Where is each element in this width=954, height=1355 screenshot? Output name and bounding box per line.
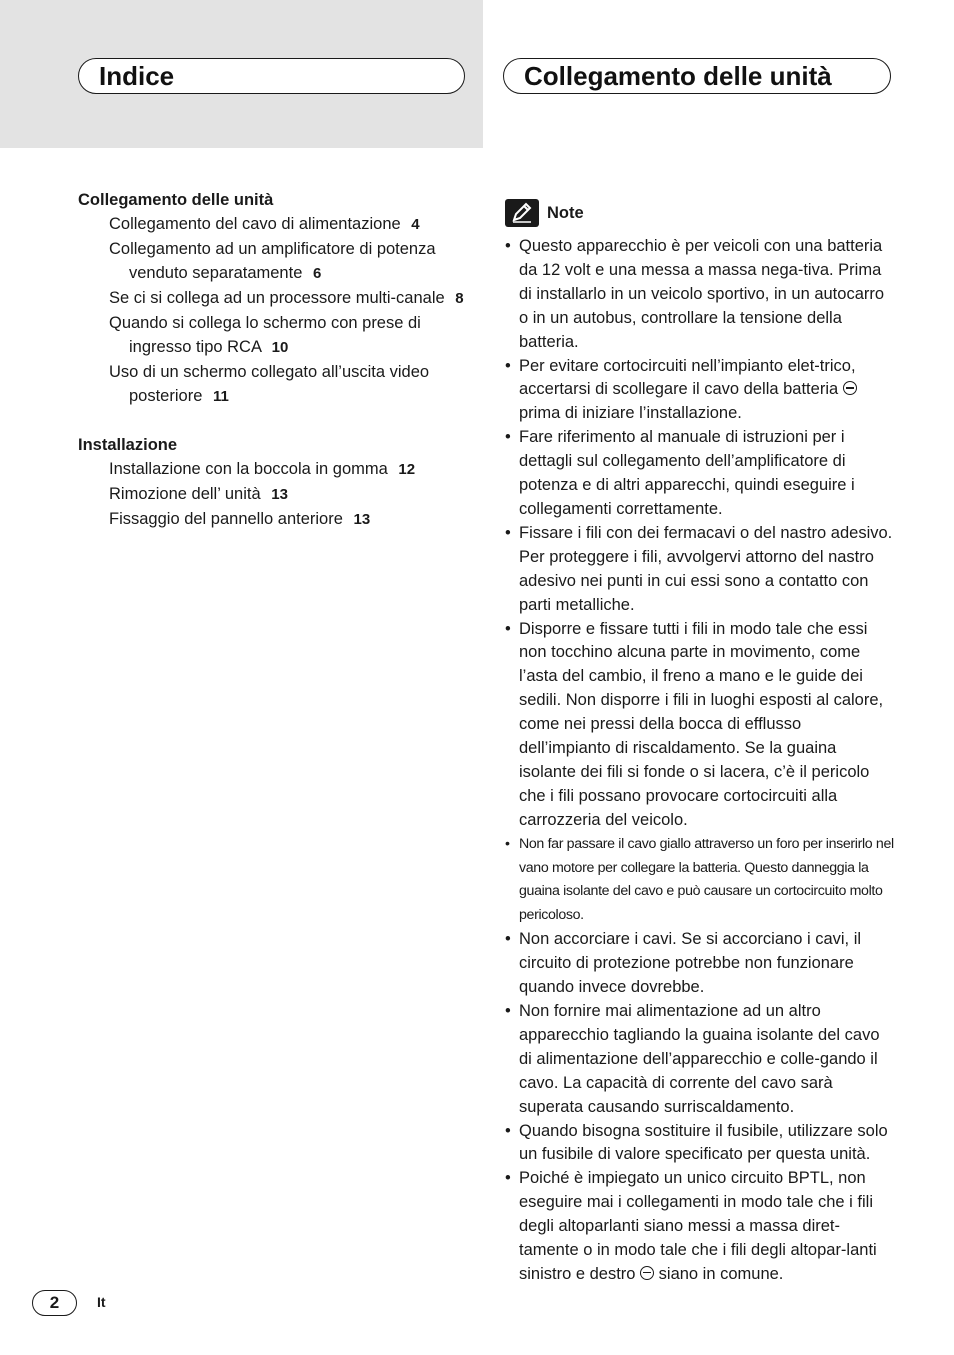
note-text: Poiché è impiegato un unico circuito BPTL, non eseguire mai i collegamenti in modo tale che i fili degli altoparlanti siano messi a massa diret-tamente o in modo tale che i fili degli altopar-lanti sinistro e destro	[519, 1169, 877, 1283]
language-code: It	[97, 1294, 106, 1310]
toc-entry-page: 12	[398, 461, 416, 478]
toc-entry-label: Collegamento del cavo di alimentazione	[109, 215, 401, 233]
page-number: 2	[32, 1290, 77, 1316]
toc-entry-page: 13	[353, 511, 371, 528]
note-text: Fissare i fili con dei fermacavi o del nastro adesivo. Per proteggere i fili, avvolgervi attorno del nastro adesivo nei punti in cui essi sono a contatto con parti metalliche.	[519, 523, 893, 614]
note-item	[505, 522, 895, 618]
toc-entry-label: Uso di un schermo collegato all’uscita video posteriore	[109, 363, 430, 405]
section-heading	[503, 58, 891, 94]
note-item	[505, 833, 895, 929]
toc-entry[interactable]	[77, 507, 478, 532]
toc-entry[interactable]	[77, 311, 478, 360]
toc-entry-label: Fissaggio del pannello anteriore	[109, 510, 343, 528]
notes-title: Note	[547, 203, 584, 222]
note-item	[505, 928, 895, 1000]
note-text: siano in comune.	[654, 1264, 784, 1283]
notes-list	[505, 235, 895, 1287]
toc-entry-label: Rimozione dell’ unità	[109, 485, 261, 503]
toc-entry-label: Quando si collega lo schermo con prese di ingresso tipo RCA	[109, 314, 421, 356]
note-text: Non far passare il cavo giallo attraverso un foro per inserirlo nel vano motore per collegare la batteria. Questo danneggia la guaina isolante del cavo e può causare un cortocircuito molto pericoloso.	[519, 835, 894, 924]
toc-entry-label: Installazione con la boccola in gomma	[109, 460, 388, 478]
note-item	[505, 618, 895, 833]
note-text: prima di iniziare l’installazione.	[519, 404, 742, 423]
note-item	[505, 1120, 895, 1168]
note-item	[505, 1167, 895, 1287]
toc-entry-page: 13	[271, 486, 288, 503]
minus-icon	[843, 381, 857, 395]
toc-entry-label: Se ci si collega ad un processore multi-canale	[109, 289, 445, 307]
toc-entry[interactable]	[77, 237, 478, 286]
note-text: Non accorciare i cavi. Se si accorciano i cavi, il circuito di protezione potrebbe non funzionare quando invece dovrebbe.	[519, 930, 862, 997]
toc-entry[interactable]	[77, 360, 478, 409]
toc-entry[interactable]	[77, 457, 478, 482]
index-heading-text: Indice	[99, 61, 175, 91]
toc-entry[interactable]	[77, 286, 478, 311]
notes-section	[505, 199, 895, 1287]
pencil-icon	[505, 199, 539, 227]
note-text: Quando bisogna sostituire il fusibile, utilizzare solo un fusibile di valore specificato per questa unità.	[519, 1121, 888, 1164]
note-text: Disporre e fissare tutti i fili in modo tale che essi non tocchino alcuna parte in movimento, come l’asta del cambio, il freno a mano e le guide dei sedili. Non disporre i fili in luoghi esposti al calore, come nei pressi della bocca di efflusso dell’impianto di riscaldamento. Se la guaina isolante dei fili si fonde o si lacera, c’è il pericolo che i fili possano provocare cortocircuiti alla carrozzeria del veicolo.	[519, 619, 884, 829]
note-item	[505, 1000, 895, 1120]
minus-icon	[640, 1266, 654, 1280]
toc-entry-page: 8	[455, 290, 464, 307]
note-item	[505, 235, 895, 355]
toc-entry[interactable]	[77, 212, 478, 237]
toc-group	[78, 433, 478, 532]
note-text: Fare riferimento al manuale di istruzioni per i dettagli sul collegamento dell’amplificatore di potenza e di altri apparecchi, quindi eseguire i collegamenti correttamente.	[519, 428, 855, 518]
toc-entry-page: 10	[271, 339, 289, 356]
toc-group-title: Collegamento delle unità	[78, 191, 274, 209]
toc-group-title: Installazione	[78, 436, 178, 454]
note-item	[505, 426, 895, 522]
section-heading-text: Collegamento delle unità	[524, 61, 832, 91]
table-of-contents	[78, 188, 478, 556]
note-text: Questo apparecchio è per veicoli con una batteria da 12 volt e una messa a massa nega-tiva. Prima di installarlo in un veicolo sportivo, in un autocarro o in un autobus, controllare la tensione della batteria.	[519, 237, 885, 351]
note-text: Non fornire mai alimentazione ad un altro apparecchio tagliando la guaina isolante del cavo di alimentazione dell’apparecchio e colle-gando il cavo. La capacità di corrente del cavo sarà superata causando surriscaldamento.	[519, 1002, 880, 1116]
notes-header	[505, 199, 895, 227]
toc-entry-page: 4	[411, 216, 420, 233]
toc-entry[interactable]	[77, 482, 478, 507]
note-text: Per evitare cortocircuiti nell’impianto elet-trico, accertarsi di scollegare il cavo della batteria	[519, 356, 856, 399]
toc-entry-page: 11	[212, 388, 229, 405]
toc-entry-label: Collegamento ad un amplificatore di potenza venduto separatamente	[109, 240, 436, 282]
index-heading	[78, 58, 465, 94]
toc-group	[78, 188, 478, 409]
toc-entry-page: 6	[312, 265, 322, 282]
note-item	[505, 355, 895, 427]
